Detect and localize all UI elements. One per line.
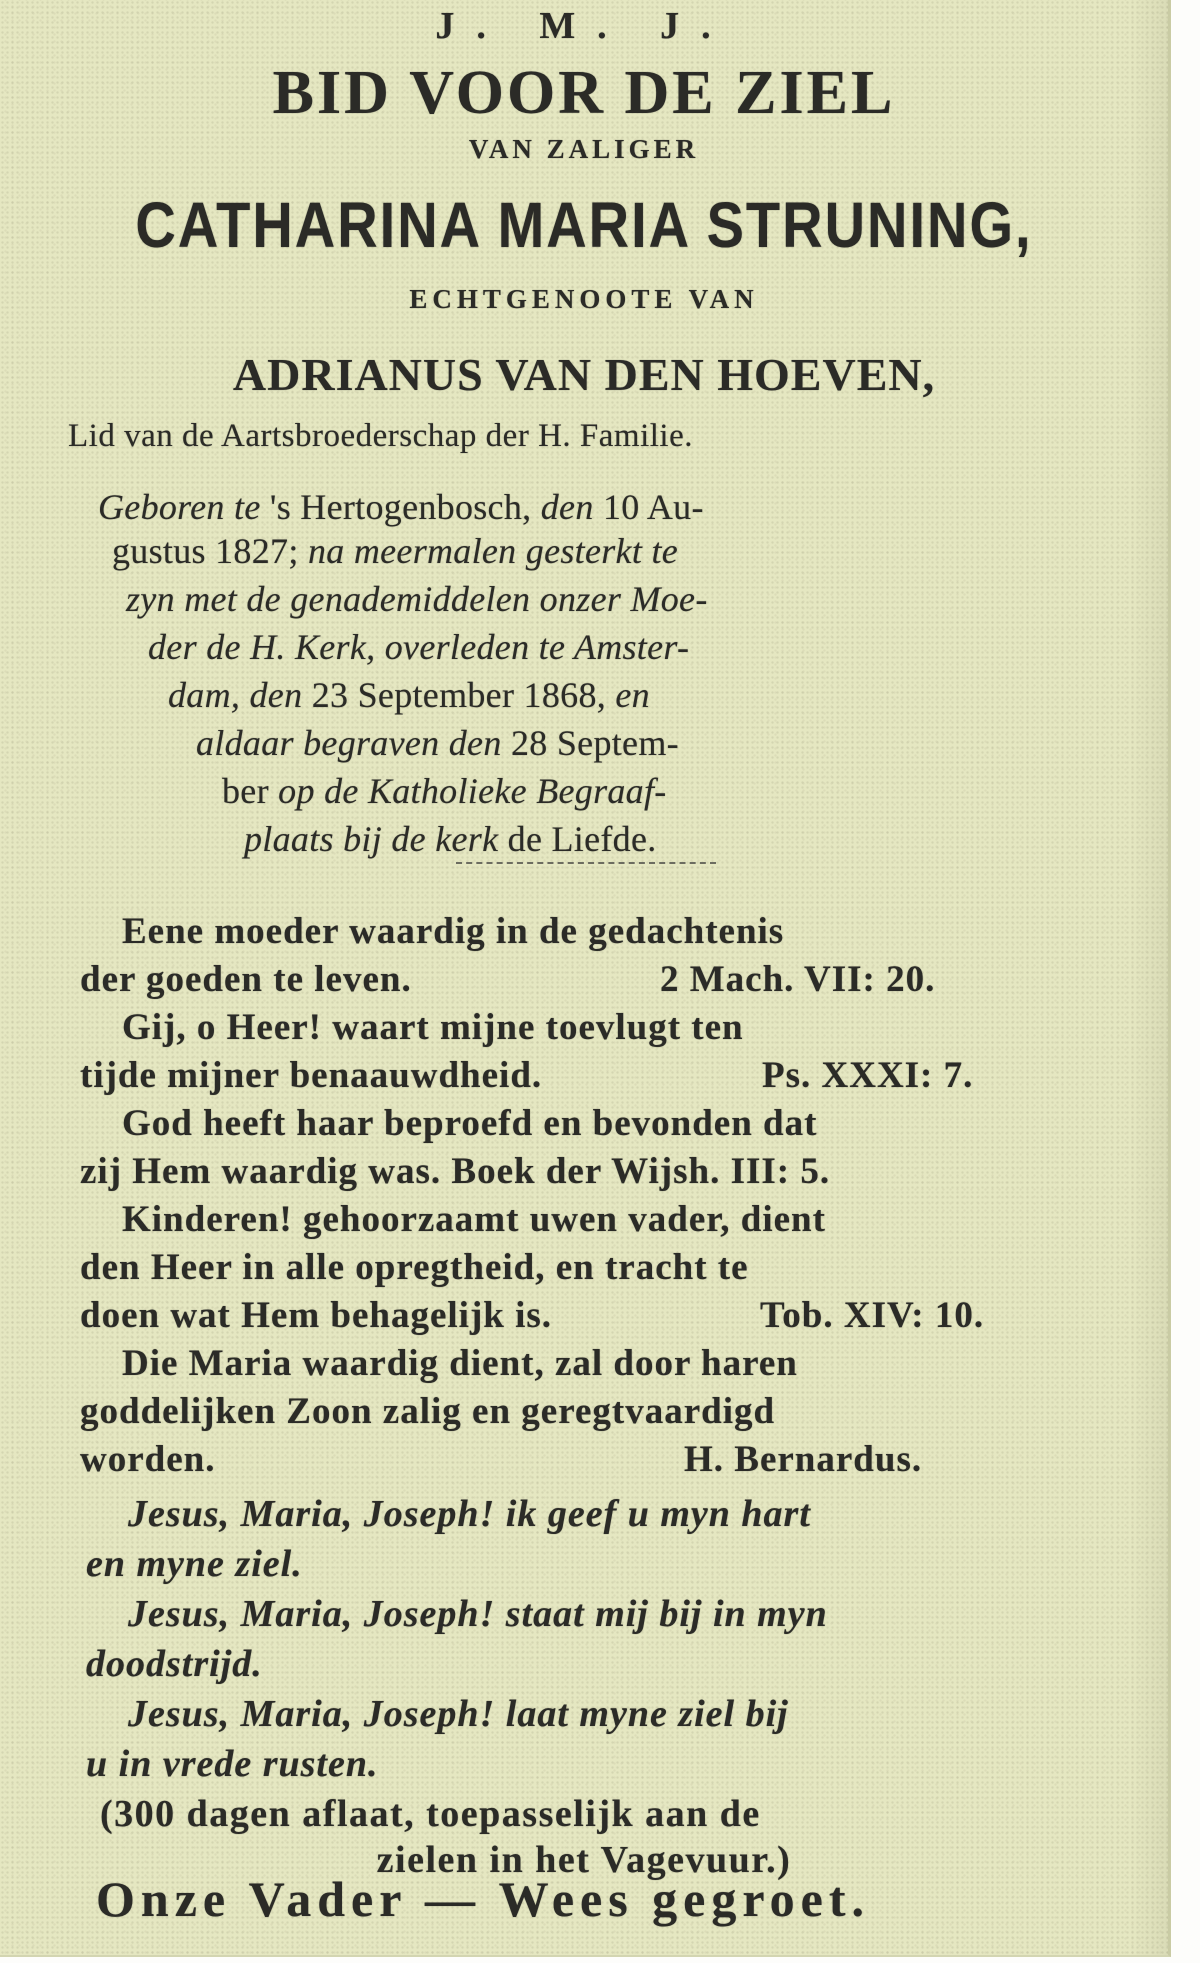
prayer-line: Jesus, Maria, Joseph! ik geef u myn hart	[128, 1493, 811, 1535]
quote-reference: Ps. XXXI: 7.	[762, 1055, 974, 1096]
bio-line: aldaar begraven den 28 Septem-	[196, 723, 679, 763]
echtgenoote-label: ECHTGENOOTE VAN	[409, 284, 759, 314]
indulgence-line: zielen in het Vagevuur.)	[376, 1839, 792, 1881]
bio-line: plaats bij de kerk de Liefde.	[244, 819, 657, 859]
van-zaliger-label: VAN ZALIGER	[468, 134, 700, 164]
quote-line: den Heer in alle opregtheid, en tracht te	[80, 1247, 749, 1288]
prayer-line: u in vrede rusten.	[86, 1743, 379, 1785]
quote-line: Gij, o Heer! waart mijne toevlugt ten	[122, 1007, 744, 1048]
deceased-name: CATHARINA MARIA STRUNING,	[135, 188, 1033, 261]
quote-line: doen wat Hem behagelijk is.	[80, 1295, 553, 1336]
quote-line: zij Hem waardig was. Boek der Wijsh. III: 5.	[80, 1151, 831, 1192]
prayer-line: en myne ziel.	[86, 1543, 303, 1585]
quote-line: tijde mijner benaauwdheid.	[80, 1055, 543, 1096]
quote-line: der goeden te leven.	[80, 959, 412, 1000]
closing-prayers: Onze Vader — Wees gegroet.	[96, 1871, 870, 1927]
jmj-heading: J. M. J.	[435, 5, 733, 47]
bio-line: der de H. Kerk, overleden te Amster-	[148, 627, 690, 667]
bio-line: gustus 1827; na meermalen gesterkt te	[112, 531, 679, 571]
bio-line: ber op de Katholieke Begraaf-	[222, 771, 667, 811]
quote-line: goddelijken Zoon zalig en geregtvaardigd	[80, 1391, 776, 1432]
husband-name: ADRIANUS VAN DEN HOEVEN,	[232, 349, 936, 400]
section-divider	[456, 862, 716, 864]
card-title: BID VOOR DE ZIEL	[272, 59, 896, 127]
prayer-line: Jesus, Maria, Joseph! staat mij bij in myn	[128, 1593, 828, 1635]
quote-line: Eene moeder waardig in de gedachtenis	[122, 911, 785, 952]
bio-line: Geboren te 's Hertogenbosch, den 10 Au-	[98, 487, 704, 527]
quote-reference: Tob. XIV: 10.	[760, 1295, 985, 1336]
quote-reference: H. Bernardus.	[684, 1439, 923, 1480]
bio-line: dam, den 23 September 1868, en	[168, 675, 650, 715]
quote-line: worden.	[80, 1439, 216, 1480]
quote-line: Die Maria waardig dient, zal door haren	[122, 1343, 798, 1384]
membership-line: Lid van de Aartsbroederschap der H. Familie.	[68, 418, 693, 454]
bio-line: zyn met de genademiddelen onzer Moe-	[126, 579, 708, 619]
quote-line: God heeft haar beproefd en bevonden dat	[122, 1103, 818, 1144]
prayer-line: doodstrijd.	[86, 1643, 263, 1685]
quote-line: Kinderen! gehoorzaamt uwen vader, dient	[122, 1199, 826, 1240]
indulgence-line: (300 dagen aflaat, toepasselijk aan de	[100, 1793, 761, 1835]
quote-reference: 2 Mach. VII: 20.	[660, 959, 936, 1000]
prayer-line: Jesus, Maria, Joseph! laat myne ziel bij	[128, 1693, 789, 1735]
